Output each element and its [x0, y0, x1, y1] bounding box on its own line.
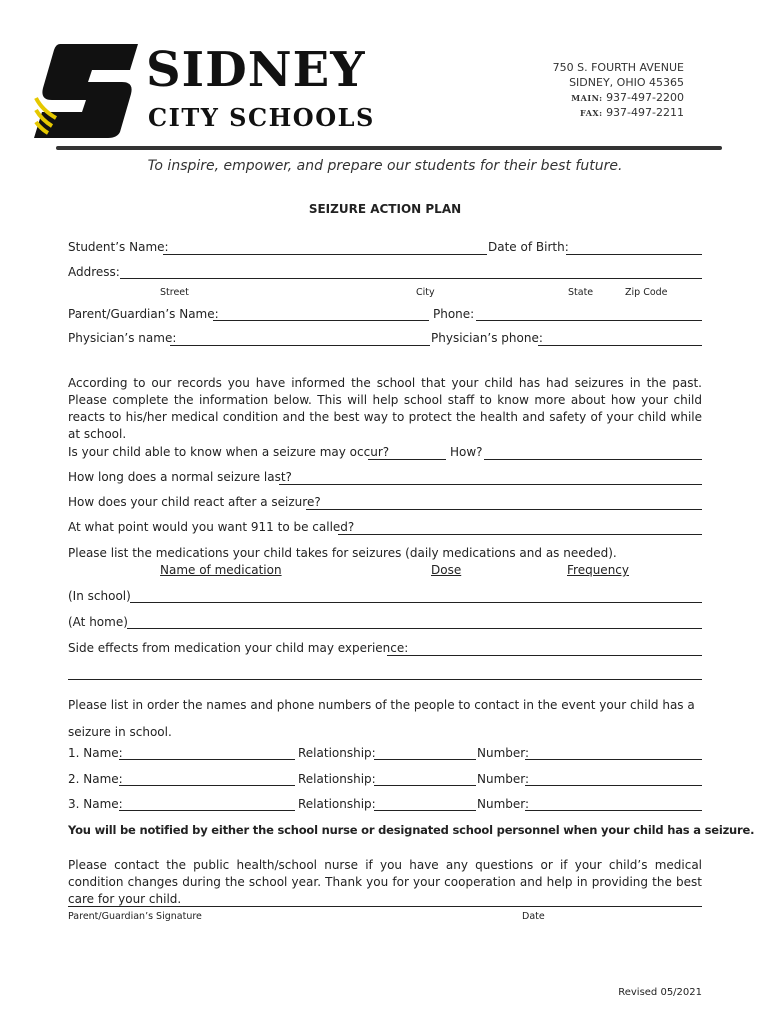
school-logo-icon: [30, 40, 142, 140]
side-effects-field-2[interactable]: [68, 679, 702, 680]
state-label: State: [568, 287, 594, 298]
intro-paragraph: According to our records you have informed the school that your child has had seizures in the past. Please complete the information below. This will help school staff to know more about how your child reacts to his/her medical condition and the best way to protect the health and safety of your child while at school.: [68, 376, 702, 441]
tagline: To inspire, empower, and prepare our students for their best future.: [147, 158, 623, 174]
contact-2-relationship-label: Relationship:: [298, 772, 376, 786]
contact-1-number-label: Number:: [477, 746, 530, 760]
at-home-field[interactable]: [127, 628, 702, 629]
at-home-label: (At home): [68, 615, 128, 629]
revised-note: Revised 05/2021: [618, 987, 702, 998]
student-name-label: Student’s Name:: [68, 240, 169, 254]
q-react-field[interactable]: [306, 509, 702, 510]
contact-3-relationship-label: Relationship:: [298, 797, 376, 811]
contact-2-relationship-field[interactable]: [374, 785, 476, 786]
contact-2-number-field[interactable]: [525, 785, 702, 786]
contact-3-name-label: 3. Name:: [68, 797, 123, 811]
contact-1-number-field[interactable]: [525, 759, 702, 760]
dob-field[interactable]: [566, 254, 702, 255]
dob-label: Date of Birth:: [488, 240, 569, 254]
parent-name-field[interactable]: [213, 320, 429, 321]
meds-intro: Please list the medications your child takes for seizures (daily medications and as needed).: [68, 546, 617, 560]
in-school-label: (In school): [68, 589, 131, 603]
city-label: City: [416, 287, 435, 298]
q-react-label: How does your child react after a seizure?: [68, 495, 321, 509]
logo-title: SIDNEY: [146, 42, 366, 98]
header-divider: [56, 146, 722, 150]
contact-1-relationship-field[interactable]: [374, 759, 476, 760]
contact-3-number-field[interactable]: [525, 810, 702, 811]
contact-2-number-label: Number:: [477, 772, 530, 786]
contact-1-name-field[interactable]: [119, 759, 295, 760]
date-label: Date: [522, 911, 545, 922]
contact-2-name-label: 2. Name:: [68, 772, 123, 786]
q-know-field[interactable]: [368, 459, 446, 460]
notify-notice: You will be notified by either the school nurse or designated school personnel when your child has a seizure.: [68, 823, 755, 837]
q-know-label: Is your child able to know when a seizure may occur?: [68, 445, 390, 459]
fax-phone: [580, 105, 684, 121]
contacts-intro: Please list in order the names and phone numbers of the people to contact in the event your child has a seizure in school.: [68, 698, 695, 739]
closing-paragraph: Please contact the public health/school nurse if you have any questions or if your child’s medical condition changes during the school year. Thank you for your cooperation and help in providing the best care for your child.: [68, 858, 702, 906]
med-col-dose: Dose: [431, 563, 462, 577]
signature-label: Parent/Guardian’s Signature: [68, 911, 202, 922]
parent-name-label: Parent/Guardian’s Name:: [68, 307, 219, 321]
contact-3-number-label: Number:: [477, 797, 530, 811]
physician-phone-field[interactable]: [538, 345, 702, 346]
signature-line[interactable]: [68, 906, 702, 907]
q-how-label: How?: [450, 445, 483, 459]
student-name-field[interactable]: [163, 254, 487, 255]
physician-phone-label: Physician’s phone:: [431, 331, 543, 345]
main-phone-value: 937-497-2200: [606, 91, 684, 104]
q-911-label: At what point would you want 911 to be called?: [68, 520, 355, 534]
address-label: Address:: [68, 265, 120, 279]
q-911-field[interactable]: [338, 534, 702, 535]
address-street: 750 S. FOURTH AVENUE: [552, 61, 684, 74]
q-long-label: How long does a normal seizure last?: [68, 470, 292, 484]
main-phone: [571, 90, 684, 106]
contact-3-relationship-field[interactable]: [374, 810, 476, 811]
phone-field[interactable]: [476, 320, 702, 321]
med-col-name: Name of medication: [160, 563, 282, 577]
zip-label: Zip Code: [625, 287, 668, 298]
contact-1-name-label: 1. Name:: [68, 746, 123, 760]
side-effects-field[interactable]: [387, 655, 702, 656]
fax-phone-value: 937-497-2211: [606, 106, 684, 119]
phone-label: Phone:: [433, 307, 475, 321]
fax-label: FAX:: [579, 108, 603, 118]
address-city: SIDNEY, OHIO 45365: [569, 76, 684, 89]
main-label: MAIN:: [571, 93, 603, 103]
q-how-field[interactable]: [484, 459, 702, 460]
contact-3-name-field[interactable]: [119, 810, 295, 811]
street-label: Street: [160, 287, 189, 298]
physician-name-field[interactable]: [170, 345, 430, 346]
form-title: SEIZURE ACTION PLAN: [308, 202, 462, 216]
logo-subtitle: CITY SCHOOLS: [148, 103, 375, 132]
physician-name-label: Physician’s name:: [68, 331, 177, 345]
in-school-field[interactable]: [130, 602, 702, 603]
med-col-frequency: Frequency: [567, 563, 629, 577]
q-long-field[interactable]: [279, 484, 702, 485]
contact-1-relationship-label: Relationship:: [298, 746, 376, 760]
address-field[interactable]: [120, 278, 702, 279]
contact-2-name-field[interactable]: [119, 785, 295, 786]
side-effects-label: Side effects from medication your child may experience:: [68, 641, 409, 655]
